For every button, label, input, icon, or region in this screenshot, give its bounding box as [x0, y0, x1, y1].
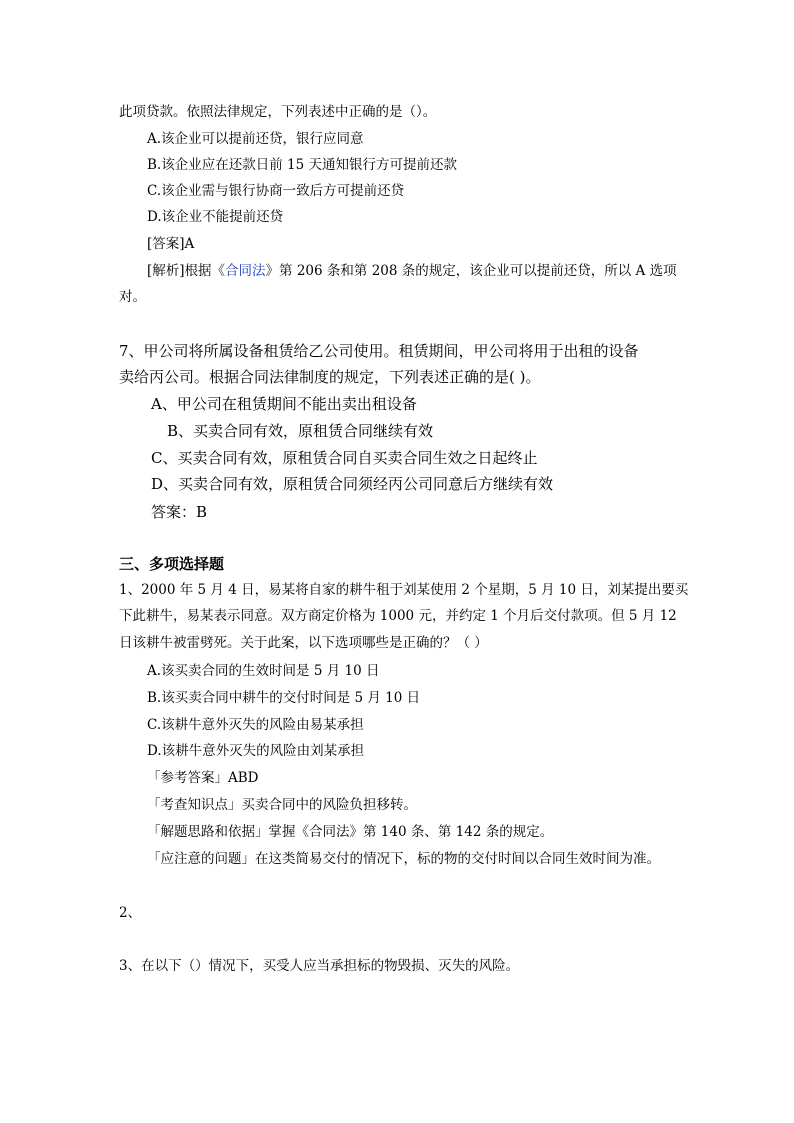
s3-q1-option-a: A.该买卖合同的生效时间是 5 月 10 日 — [147, 663, 380, 679]
s3-q2: 2、 — [119, 905, 142, 921]
q7-option-c: C、买卖合同有效，原租赁合同自买卖合同生效之日起终止 — [151, 449, 538, 467]
q7-option-d: D、买卖合同有效，原租赁合同须经丙公司同意后方继续有效 — [151, 475, 554, 493]
s3-q1-knowledge: 「考查知识点」买卖合同中的风险负担移转。 — [147, 797, 417, 813]
q6-option-b: B.该企业应在还款日前 15 天通知银行方可提前还款 — [147, 157, 457, 173]
contract-law-link[interactable]: 合同法 — [225, 263, 266, 279]
s3-q1-option-d: D.该耕牛意外灭失的风险由刘某承担 — [147, 743, 365, 759]
q7-stem-line2: 卖给丙公司。根据合同法律制度的规定，下列表述正确的是( )。 — [119, 368, 541, 386]
s3-q1-stem-line1: 1、2000 年 5 月 4 日，易某将自家的耕牛租于刘某使用 2 个星期，5 月 10 日，刘某提出要买 — [119, 582, 689, 598]
s3-q1-option-b: B.该买卖合同中耕牛的交付时间是 5 月 10 日 — [147, 690, 421, 706]
s3-q1-ref-answer: 「参考答案」ABD — [147, 770, 259, 786]
q6-stem-tail: 此项贷款。依照法律规定，下列表述中正确的是（）。 — [119, 104, 437, 120]
q6-answer: [答案]A — [147, 236, 195, 252]
q6-analysis-cont: 对。 — [119, 289, 146, 305]
section3-heading: 三、多项选择题 — [119, 555, 225, 573]
s3-q1-stem-line2: 下此耕牛，易某表示同意。双方商定价格为 1000 元，并约定 1 个月后交付款项。但 5 月 12 — [119, 608, 677, 624]
q7-stem-line1: 7、甲公司将所属设备租赁给乙公司使用。租赁期间，甲公司将用于出租的设备 — [119, 342, 639, 360]
q7-option-b: B、买卖合同有效，原租赁合同继续有效 — [167, 422, 434, 440]
q6-option-c: C.该企业需与银行协商一致后方可提前还贷 — [147, 183, 405, 199]
s3-q1-notice: 「应注意的问题」在这类简易交付的情况下，标的物的交付时间以合同生效时间为准。 — [147, 851, 660, 867]
s3-q1-approach: 「解题思路和依据」掌握《合同法》第 140 条、第 142 条的规定。 — [147, 824, 554, 840]
s3-q1-option-c: C.该耕牛意外灭失的风险由易某承担 — [147, 717, 364, 733]
q7-option-a: A、甲公司在租赁期间不能出卖出租设备 — [151, 395, 417, 413]
q6-option-a: A.该企业可以提前还贷，银行应同意 — [147, 131, 364, 147]
q6-analysis-prefix: [解析]根据《 — [147, 263, 226, 279]
q6-analysis-suffix: 》第 206 条和第 208 条的规定，该企业可以提前还贷，所以 A 选项 — [265, 263, 677, 279]
s3-q1-stem-line3: 日该耕牛被雷劈死。关于此案，以下选项哪些是正确的？（ ） — [119, 635, 488, 651]
q6-option-d: D.该企业不能提前还贷 — [147, 209, 284, 225]
q6-analysis — [147, 261, 677, 281]
q7-answer: 答案：B — [151, 503, 208, 521]
s3-q3: 3、在以下（）情况下，买受人应当承担标的物毁损、灭失的风险。 — [119, 958, 520, 974]
